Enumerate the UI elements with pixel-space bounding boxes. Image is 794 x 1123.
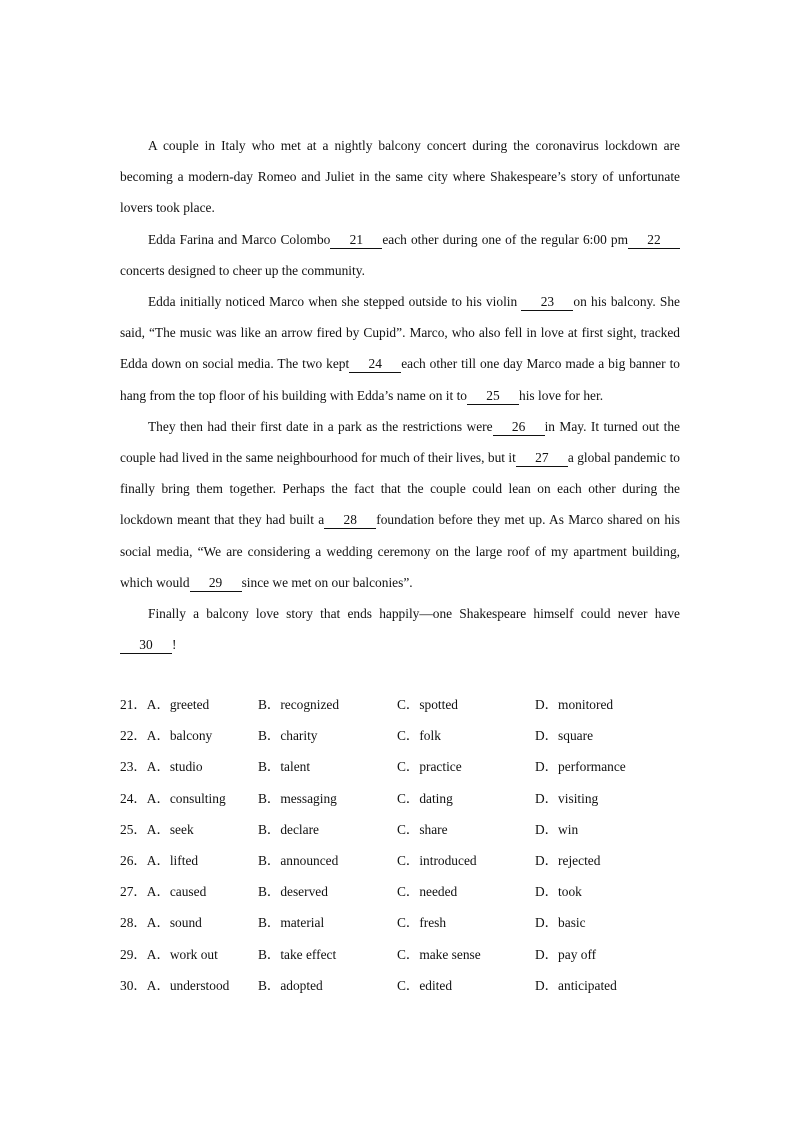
option-d[interactable]: D．anticipated	[535, 977, 617, 993]
paragraph-3	[120, 286, 680, 411]
paragraph-text: Edda Farina and Marco Colombo	[148, 231, 331, 247]
paragraph-text: Finally a balcony love story that ends happily—one Shakespeare himself could never have	[148, 606, 680, 622]
option-a[interactable]: 21．A．greeted	[120, 697, 210, 712]
paragraph-text: a global pandemic to finally bring them together. Perhaps the fact that the couple could lean on each other during the lockdown meant that they had built a	[120, 450, 680, 528]
blank-21[interactable]: 21	[330, 232, 382, 249]
question-row-23	[120, 751, 680, 782]
blank-23[interactable]: 23	[521, 294, 573, 311]
option-d[interactable]: D．performance	[535, 759, 626, 775]
option-a[interactable]: 24．A．consulting	[120, 790, 226, 806]
paragraph-text: each other till one day Marco made a big banner to hang from the top floor of his building with Edda’s name on it to	[120, 356, 680, 403]
option-c[interactable]: C．practice	[397, 759, 462, 775]
blank-26[interactable]: 26	[493, 419, 545, 436]
paragraph-text: each other during one of the regular 6:00 pm	[382, 231, 628, 247]
question-row-29	[120, 939, 680, 970]
option-d[interactable]: D．square	[535, 728, 594, 744]
option-a[interactable]: 22．A．balcony	[120, 728, 213, 744]
question-row-21	[120, 689, 680, 720]
paragraph-text: since we met on our balconies”.	[241, 574, 413, 590]
paragraph-text: A couple in Italy who met at a nightly balcony concert during the coronavirus lockdown are becoming a modern-day Romeo and Juliet in the same city where Shakespeare’s story of unfortunate lovers took place.	[120, 138, 680, 216]
blank-28[interactable]: 28	[324, 512, 376, 529]
option-d[interactable]: D．win	[535, 821, 579, 837]
option-a[interactable]: 23．A．studio	[120, 759, 203, 775]
paragraph-text: Edda initially noticed Marco when she stepped outside to his violin	[148, 294, 518, 310]
question-row-27	[120, 876, 680, 907]
blank-25[interactable]: 25	[467, 388, 519, 405]
option-a[interactable]: 26．A．lifted	[120, 852, 199, 868]
passage	[120, 130, 680, 660]
option-c[interactable]: C．introduced	[397, 852, 477, 868]
option-a[interactable]: 27．A．caused	[120, 884, 207, 900]
question-row-25	[120, 814, 680, 845]
option-b[interactable]: B．deserved	[258, 884, 328, 900]
paragraph-2	[120, 224, 680, 286]
answer-options	[120, 689, 680, 1001]
option-b[interactable]: B．talent	[258, 759, 311, 775]
paragraph-text: in May. It turned out the couple had lived in the same neighbourhood for much of their lives, but it	[120, 418, 680, 466]
option-b[interactable]: B．take effect	[258, 946, 337, 962]
paragraph-text: his love for her.	[519, 387, 604, 403]
blank-29[interactable]: 29	[190, 575, 242, 592]
option-c[interactable]: C．edited	[397, 977, 453, 993]
option-b[interactable]: B．announced	[258, 852, 339, 868]
option-a[interactable]: 25．A．seek	[120, 821, 194, 837]
blank-22[interactable]: 22	[628, 232, 680, 249]
option-c[interactable]: C．make sense	[397, 946, 481, 962]
blank-27[interactable]: 27	[516, 450, 568, 467]
paragraph-4	[120, 411, 680, 598]
paragraph-text: concerts designed to cheer up the community.	[120, 262, 365, 278]
option-d[interactable]: D．visiting	[535, 790, 599, 806]
paragraph-text: They then had their first date in a park as the restrictions were	[148, 418, 493, 434]
paragraph-5	[120, 598, 680, 660]
question-row-28	[120, 907, 680, 938]
question-row-30	[120, 970, 680, 1001]
option-b[interactable]: B．charity	[258, 728, 318, 744]
option-a[interactable]: 29．A．work out	[120, 946, 218, 962]
question-row-22	[120, 720, 680, 751]
option-d[interactable]: D．rejected	[535, 852, 601, 868]
option-b[interactable]: B．recognized	[258, 697, 340, 712]
option-d[interactable]: D．pay off	[535, 946, 597, 962]
paragraph-text: on his balcony. She said, “The music was like an arrow fired by Cupid”. Marco, who also fell in love at first sight, tracked Edda down on social media. The two kept	[120, 294, 680, 372]
option-c[interactable]: C．share	[397, 821, 448, 837]
option-c[interactable]: C．needed	[397, 884, 458, 900]
option-b[interactable]: B．declare	[258, 821, 319, 837]
question-row-26	[120, 845, 680, 876]
question-row-24	[120, 783, 680, 814]
option-b[interactable]: B．messaging	[258, 790, 337, 806]
option-d[interactable]: D．took	[535, 884, 582, 900]
paragraph-text: foundation before they met up. As Marco shared on his social media, “We are considering a wedding ceremony on the large roof of my apartment building, which would	[120, 512, 680, 590]
blank-24[interactable]: 24	[349, 356, 401, 373]
option-c[interactable]: C．spotted	[397, 697, 459, 712]
option-d[interactable]: D．basic	[535, 915, 586, 931]
option-b[interactable]: B．adopted	[258, 977, 323, 993]
option-c[interactable]: C．dating	[397, 790, 453, 806]
paragraph-1	[120, 130, 680, 224]
option-a[interactable]: 30．A．understood	[120, 977, 230, 993]
option-a[interactable]: 28．A．sound	[120, 915, 202, 931]
option-c[interactable]: C．fresh	[397, 915, 447, 931]
option-b[interactable]: B．material	[258, 915, 325, 931]
paragraph-text: !	[172, 637, 177, 653]
option-c[interactable]: C．folk	[397, 728, 441, 744]
option-d[interactable]: D．monitored	[535, 697, 614, 712]
blank-30[interactable]: 30	[120, 637, 172, 654]
